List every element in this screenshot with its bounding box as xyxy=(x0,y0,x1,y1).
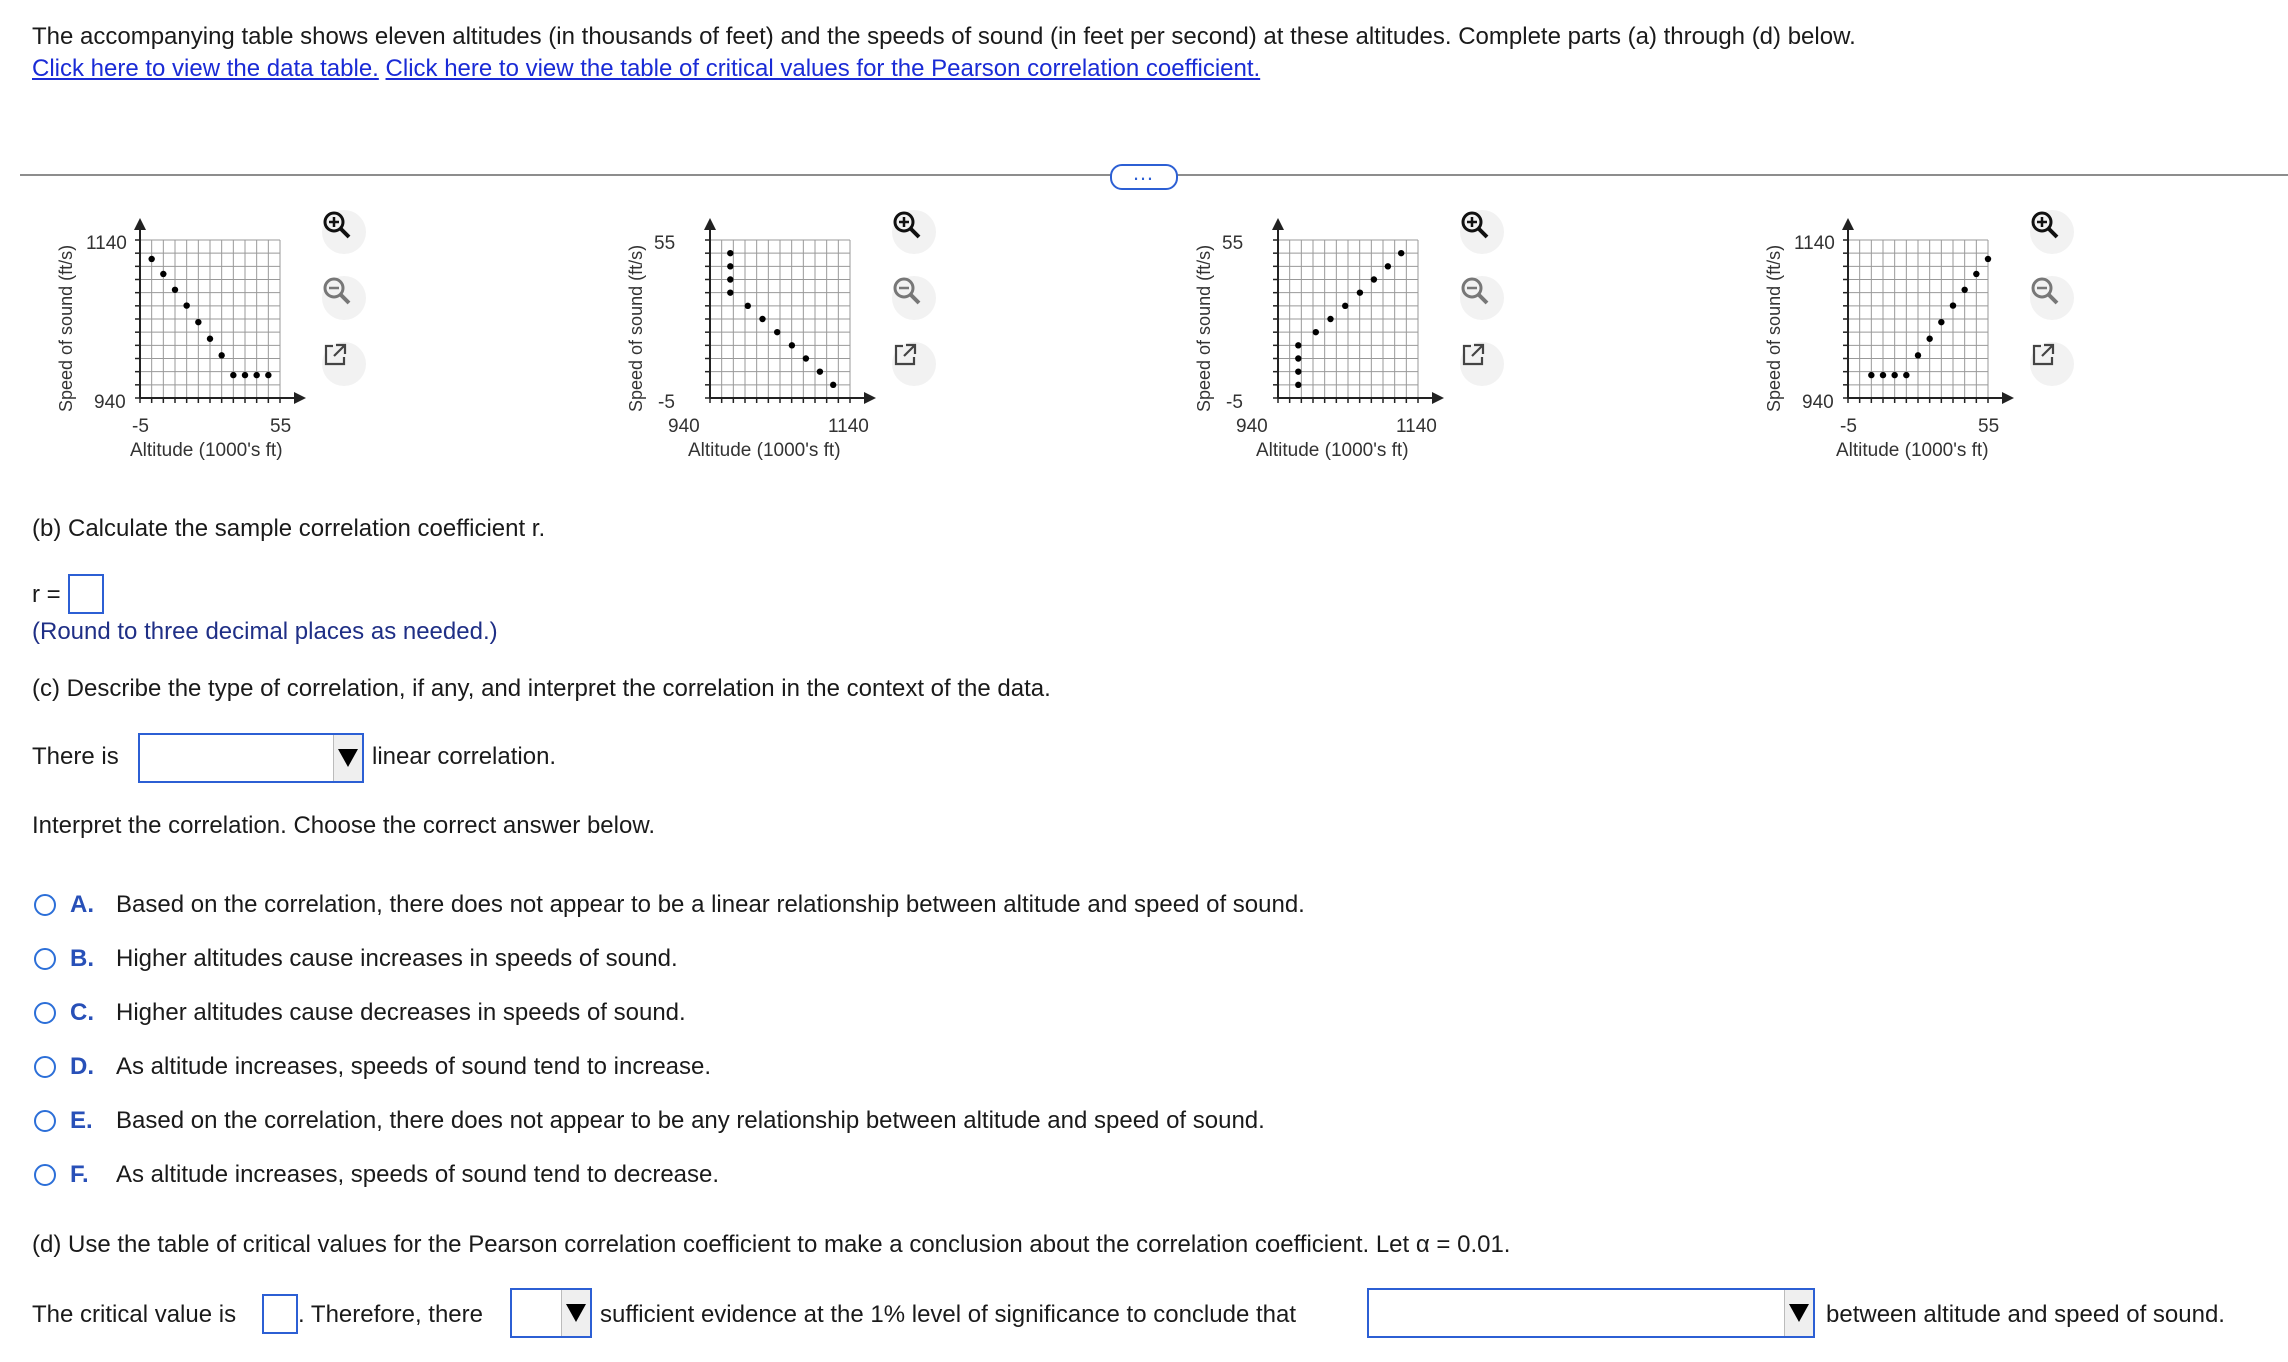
plot-1-data-point xyxy=(172,287,178,293)
radio-d[interactable] xyxy=(34,1056,56,1078)
scatter-plot-2 xyxy=(620,200,1180,480)
plot-2-data-point xyxy=(745,303,751,309)
plot-2-zoom-out-button[interactable] xyxy=(892,276,936,320)
plot-3-x-right: 1140 xyxy=(1396,416,1437,437)
plot-4-y-bottom: 940 xyxy=(1802,392,1834,413)
plot-4-x-axis-arrow xyxy=(2002,392,2014,404)
plot-1-x-axis-arrow xyxy=(294,392,306,404)
plot-3-x-axis-arrow xyxy=(1432,392,1444,404)
plot-3-y-bottom: -5 xyxy=(1226,392,1243,413)
zoom-in-icon xyxy=(322,210,352,240)
scatter-plot-1 xyxy=(50,200,610,480)
expand-button[interactable]: … xyxy=(1110,164,1178,190)
plot-3-y-top: 55 xyxy=(1222,233,1244,254)
plot-4-data-point xyxy=(1891,372,1897,378)
plot-4-x-axis-label: Altitude (1000's ft) xyxy=(1836,440,1989,461)
there-is-label: There is xyxy=(32,743,119,770)
plot-2-y-top: 55 xyxy=(654,233,676,254)
plot-1-zoom-out-button[interactable] xyxy=(322,276,366,320)
chevron-down-icon xyxy=(561,1290,590,1336)
plot-4-data-point xyxy=(1868,372,1874,378)
plot-4-data-point xyxy=(1950,302,1956,308)
scatter-plot-3 xyxy=(1188,200,1748,480)
option-f-letter: F. xyxy=(70,1161,89,1188)
plot-1-data-point xyxy=(265,372,271,378)
plot-3-data-point xyxy=(1295,355,1301,361)
option-c-letter: C. xyxy=(70,999,94,1026)
plot-2-data-point xyxy=(727,263,733,269)
plot-1-x-left: -5 xyxy=(132,416,149,437)
plot-2-data-point xyxy=(830,382,836,388)
rounding-hint: (Round to three decimal places as needed.) xyxy=(32,618,498,645)
r-label: r = xyxy=(32,581,61,608)
plot-3-data-point xyxy=(1342,303,1348,309)
radio-f[interactable] xyxy=(34,1164,56,1186)
option-b[interactable] xyxy=(34,942,678,976)
plot-1-open-window-button[interactable] xyxy=(322,342,366,386)
plot-3-y-axis-label: Speed of sound (ft/s) xyxy=(1194,244,1214,412)
plot-3-zoom-out-button[interactable] xyxy=(1460,276,1504,320)
option-a-text: Based on the correlation, there does not appear to be a linear relationship between altitude and speed of sound. xyxy=(116,891,1305,918)
plot-4-y-axis-arrow xyxy=(1842,218,1854,230)
option-e[interactable] xyxy=(34,1104,1265,1138)
plot-2-y-axis-label: Speed of sound (ft/s) xyxy=(626,244,646,412)
plot-2-x-axis-arrow xyxy=(864,392,876,404)
zoom-out-icon xyxy=(1460,276,1490,306)
part-b-prompt: (b) Calculate the sample correlation coefficient r. xyxy=(32,515,546,542)
plot-1-data-point xyxy=(242,372,248,378)
zoom-out-icon xyxy=(2030,276,2060,306)
option-b-text: Higher altitudes cause increases in speeds of sound. xyxy=(116,945,678,972)
plot-3-data-point xyxy=(1313,329,1319,335)
open-new-window-icon xyxy=(892,342,918,368)
therefore-there-label: . Therefore, there xyxy=(298,1301,483,1328)
between-label: between altitude and speed of sound. xyxy=(1826,1301,2225,1328)
option-e-text: Based on the correlation, there does not appear to be any relationship between altitude and speed of sound. xyxy=(116,1107,1265,1134)
plot-2-data-point xyxy=(803,355,809,361)
plot-2-data-point xyxy=(727,250,733,256)
zoom-in-icon xyxy=(2030,210,2060,240)
option-c[interactable] xyxy=(34,996,686,1030)
open-new-window-icon xyxy=(322,342,348,368)
plot-2-open-window-button[interactable] xyxy=(892,342,936,386)
plot-1-y-bottom: 940 xyxy=(94,392,126,413)
critical-value-label: The critical value is xyxy=(32,1301,237,1328)
option-a[interactable] xyxy=(34,888,1305,922)
plot-1-data-point xyxy=(207,336,213,342)
zoom-out-icon xyxy=(322,276,352,306)
plot-1-y-axis-label: Speed of sound (ft/s) xyxy=(56,244,76,412)
plot-4-data-point xyxy=(1880,372,1886,378)
plot-3-data-point xyxy=(1398,250,1404,256)
plot-2-data-point xyxy=(789,342,795,348)
plot-1-data-point xyxy=(230,372,236,378)
part-d-prompt: (d) Use the table of critical values for the Pearson correlation coefficient to make a conclusion about the correlation coefficient. Let α = 0.01. xyxy=(32,1231,1511,1258)
plot-3-data-point xyxy=(1385,263,1391,269)
plot-1-y-axis-arrow xyxy=(134,218,146,230)
plot-4-data-point xyxy=(1915,352,1921,358)
option-f-text: As altitude increases, speeds of sound tend to decrease. xyxy=(116,1161,720,1188)
plot-3-x-left: 940 xyxy=(1236,416,1268,437)
plot-4-data-point xyxy=(1961,287,1967,293)
plot-2-zoom-in-button[interactable] xyxy=(892,210,936,254)
plot-3-data-point xyxy=(1327,316,1333,322)
plot-4-data-point xyxy=(1973,271,1979,277)
r-input[interactable] xyxy=(68,574,104,614)
plot-2-data-point xyxy=(774,329,780,335)
option-a-letter: A. xyxy=(70,891,94,918)
plot-3-data-point xyxy=(1295,342,1301,348)
plot-2-data-point xyxy=(817,368,823,374)
plot-1-data-point xyxy=(195,319,201,325)
option-d[interactable] xyxy=(34,1050,711,1084)
plot-2-y-axis-arrow xyxy=(704,218,716,230)
plot-4-data-point xyxy=(1926,336,1932,342)
question-intro: The accompanying table shows eleven altitudes (in thousands of feet) and the speeds of sound (in feet per second) at these altitudes. Complete parts (a) through (d) below. xyxy=(32,23,1856,50)
plot-2-data-point xyxy=(727,289,733,295)
chevron-down-icon xyxy=(1784,1290,1813,1336)
plot-4-x-right: 55 xyxy=(1978,416,2000,437)
part-c-prompt: (c) Describe the type of correlation, if any, and interpret the correlation in the context of the data. xyxy=(32,675,1051,702)
plot-3-y-axis-arrow xyxy=(1272,218,1284,230)
plot-2-x-right: 1140 xyxy=(828,416,869,437)
plot-4-y-top: 1140 xyxy=(1794,233,1835,254)
open-new-window-icon xyxy=(2030,342,2056,368)
radio-c[interactable] xyxy=(34,1002,56,1024)
plot-4-data-point xyxy=(1985,256,1991,262)
option-b-letter: B. xyxy=(70,945,94,972)
option-f[interactable] xyxy=(34,1158,719,1192)
plot-3-data-point xyxy=(1371,276,1377,282)
evidence-dropdown[interactable] xyxy=(510,1288,592,1338)
plot-1-zoom-in-button[interactable] xyxy=(322,210,366,254)
question-links xyxy=(32,54,1260,84)
interpret-prompt: Interpret the correlation. Choose the correct answer below. xyxy=(32,812,655,839)
plot-3-data-point xyxy=(1295,368,1301,374)
plot-1-data-point xyxy=(148,256,154,262)
plot-2-data-point xyxy=(759,316,765,322)
plot-1-y-top: 1140 xyxy=(86,233,127,254)
chevron-down-icon xyxy=(333,735,362,781)
radio-a[interactable] xyxy=(34,894,56,916)
plot-3-zoom-in-button[interactable] xyxy=(1460,210,1504,254)
plot-2-data-point xyxy=(727,276,733,282)
plot-3-x-axis-label: Altitude (1000's ft) xyxy=(1256,440,1409,461)
plot-1-x-axis-label: Altitude (1000's ft) xyxy=(130,440,283,461)
plot-2-x-axis-label: Altitude (1000's ft) xyxy=(688,440,841,461)
correlation-type-dropdown[interactable] xyxy=(138,733,364,783)
open-new-window-icon xyxy=(1460,342,1486,368)
plot-4-zoom-in-button[interactable] xyxy=(2030,210,2074,254)
critical-values-link[interactable]: Click here to view the table of critical values for the Pearson correlation coefficient. xyxy=(385,55,1261,82)
plot-4-open-window-button[interactable] xyxy=(2030,342,2074,386)
scatter-plot-4 xyxy=(1758,200,2288,480)
plot-2-y-bottom: -5 xyxy=(658,392,675,413)
radio-b[interactable] xyxy=(34,948,56,970)
plot-4-zoom-out-button[interactable] xyxy=(2030,276,2074,320)
plot-1-x-right: 55 xyxy=(270,416,292,437)
zoom-out-icon xyxy=(892,276,922,306)
linear-correlation-label: linear correlation. xyxy=(372,743,557,770)
sufficient-evidence-label: sufficient evidence at the 1% level of significance to conclude that xyxy=(600,1301,1296,1328)
plot-3-open-window-button[interactable] xyxy=(1460,342,1504,386)
conclusion-dropdown[interactable] xyxy=(1367,1288,1815,1338)
plot-4-data-point xyxy=(1903,372,1909,378)
plot-3-data-point xyxy=(1357,289,1363,295)
plot-1-data-point xyxy=(160,271,166,277)
plot-3-data-point xyxy=(1295,382,1301,388)
plot-4-y-axis-label: Speed of sound (ft/s) xyxy=(1764,244,1784,412)
option-d-text: As altitude increases, speeds of sound tend to increase. xyxy=(116,1053,712,1080)
option-d-letter: D. xyxy=(70,1053,94,1080)
critical-value-input[interactable] xyxy=(262,1294,298,1334)
plot-4-x-left: -5 xyxy=(1840,416,1857,437)
radio-e[interactable] xyxy=(34,1110,56,1132)
plot-1-data-point xyxy=(218,352,224,358)
zoom-in-icon xyxy=(892,210,922,240)
plot-4-data-point xyxy=(1938,319,1944,325)
data-table-link[interactable]: Click here to view the data table. xyxy=(32,55,379,82)
zoom-in-icon xyxy=(1460,210,1490,240)
plot-1-data-point xyxy=(253,372,259,378)
option-c-text: Higher altitudes cause decreases in speeds of sound. xyxy=(116,999,686,1026)
plot-2-x-left: 940 xyxy=(668,416,700,437)
option-e-letter: E. xyxy=(70,1107,93,1134)
plot-1-data-point xyxy=(183,302,189,308)
